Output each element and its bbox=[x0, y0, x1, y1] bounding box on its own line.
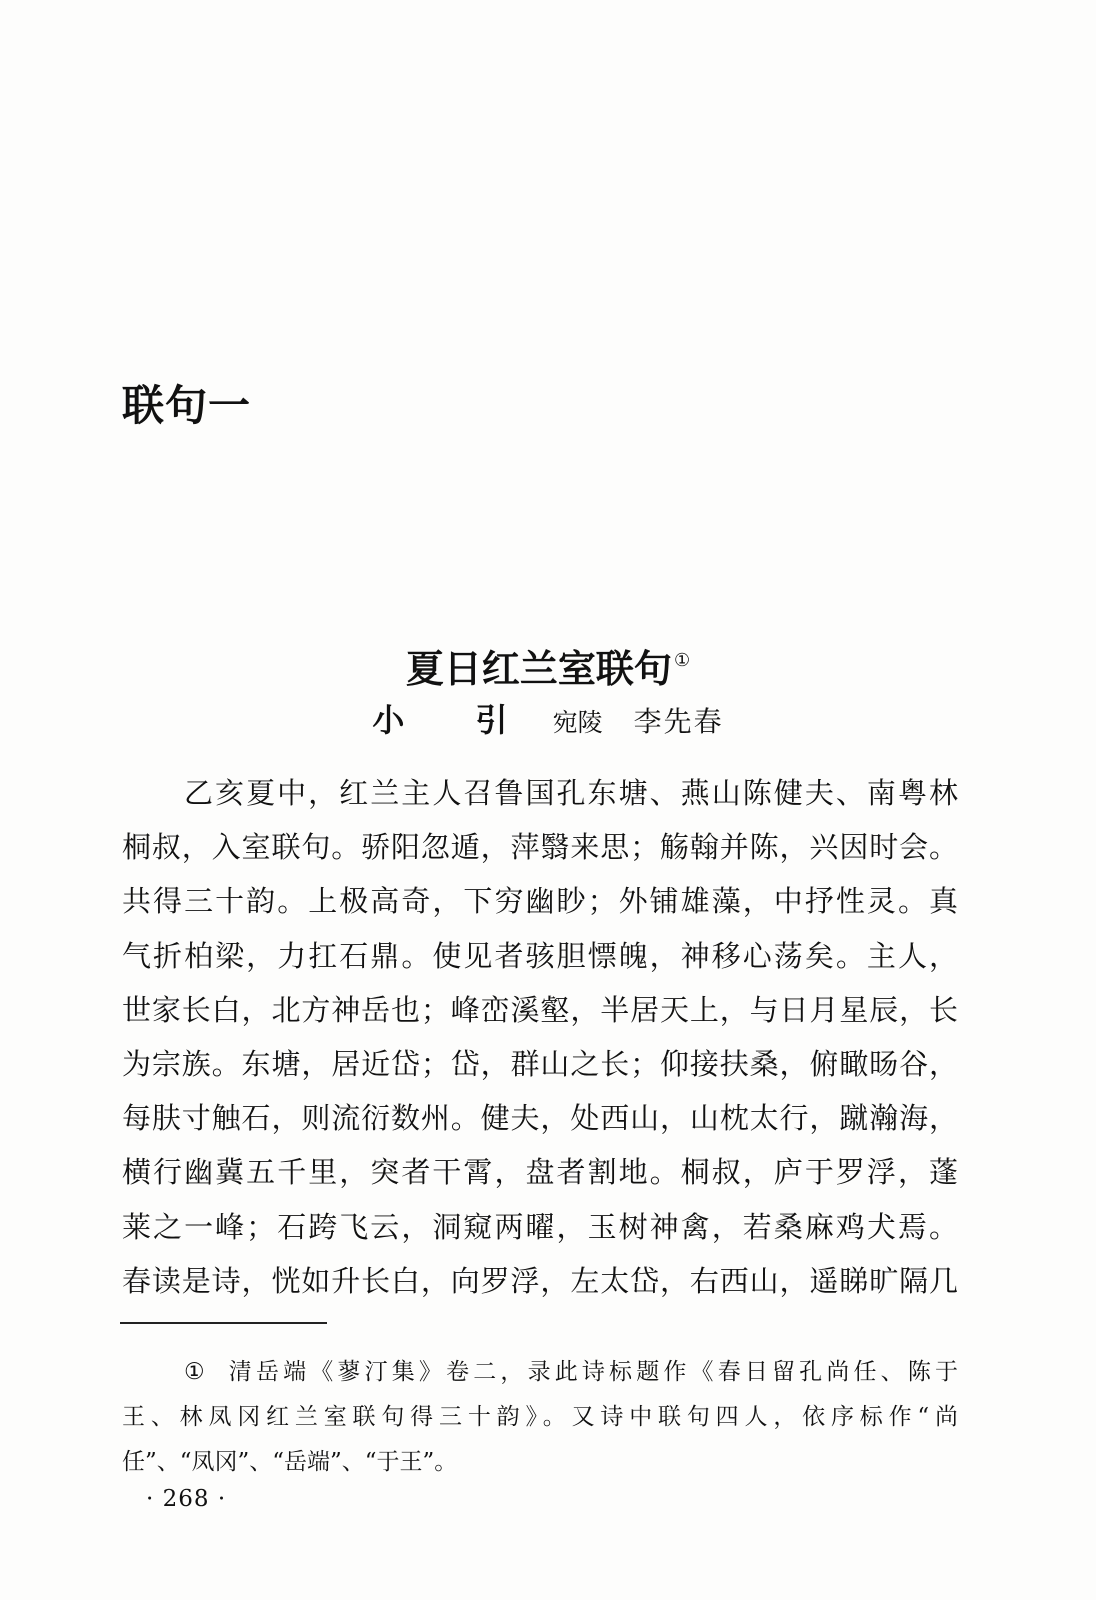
body-line: 世家长白，北方神岳也；峰峦溪壑，半居天上，与日月星辰，长 bbox=[122, 992, 958, 1027]
author-place: 宛陵 bbox=[552, 708, 603, 737]
footnote-mark: ① bbox=[184, 1359, 209, 1385]
author-name: 李先春 bbox=[633, 705, 724, 738]
body-line: 每肤寸触石，则流衍数州。健夫，处西山，山枕太行，蹴瀚海， bbox=[122, 1101, 958, 1136]
intro-subtitle bbox=[0, 700, 1096, 746]
footnote-line: 任”、“凤冈”、“岳端”、“于王”。 bbox=[122, 1449, 458, 1475]
preface-body-text bbox=[122, 766, 958, 1308]
intro-label: 小 引 bbox=[372, 701, 538, 739]
body-line: 气折柏梁，力扛石鼎。使见者骇胆慓魄，神移心荡矣。主人， bbox=[122, 938, 958, 973]
body-line: 春读是诗，恍如升长白，向罗浮，左太岱，右西山，遥睇旷隔几 bbox=[122, 1263, 958, 1298]
body-line: 莱之一峰；石跨飞云，洞窥两曜，玉树神禽，若桑麻鸡犬焉。 bbox=[122, 1209, 958, 1244]
poem-title: 夏日红兰室联句 bbox=[405, 647, 672, 691]
footnote-line: 王、林凤冈红兰室联句得三十韵》。又诗中联句四人，依序标作“尚 bbox=[122, 1404, 958, 1430]
page-number: · 268 · bbox=[146, 1486, 227, 1512]
poem-title-block bbox=[0, 636, 1096, 694]
body-line: 共得三十韵。上极高奇，下穷幽眇；外铺雄藻，中抒性灵。真 bbox=[122, 884, 958, 919]
body-line: 横行幽冀五千里，突者干霄，盘者割地。桐叔，庐于罗浮，蓬 bbox=[122, 1155, 958, 1190]
footnote-text: 清岳端《蓼汀集》卷二，录此诗标题作《春日留孔尚任、陈于 bbox=[228, 1359, 958, 1385]
footnote-divider bbox=[120, 1322, 327, 1324]
body-line: 桐叔，入室联句。骄阳忽遁，萍翳来思；觞翰并陈，兴因时会。 bbox=[122, 830, 958, 865]
footnote-line bbox=[122, 1350, 958, 1395]
body-line: 乙亥夏中，红兰主人召鲁国孔东塘、燕山陈健夫、南粤林 bbox=[184, 776, 958, 810]
footnote-reference-mark[interactable]: ① bbox=[673, 650, 691, 671]
body-line: 为宗族。东塘，居近岱；岱，群山之长；仰接扶桑，俯瞰旸谷， bbox=[122, 1047, 958, 1082]
section-heading: 联句一 bbox=[122, 381, 252, 430]
footnote bbox=[122, 1350, 958, 1485]
